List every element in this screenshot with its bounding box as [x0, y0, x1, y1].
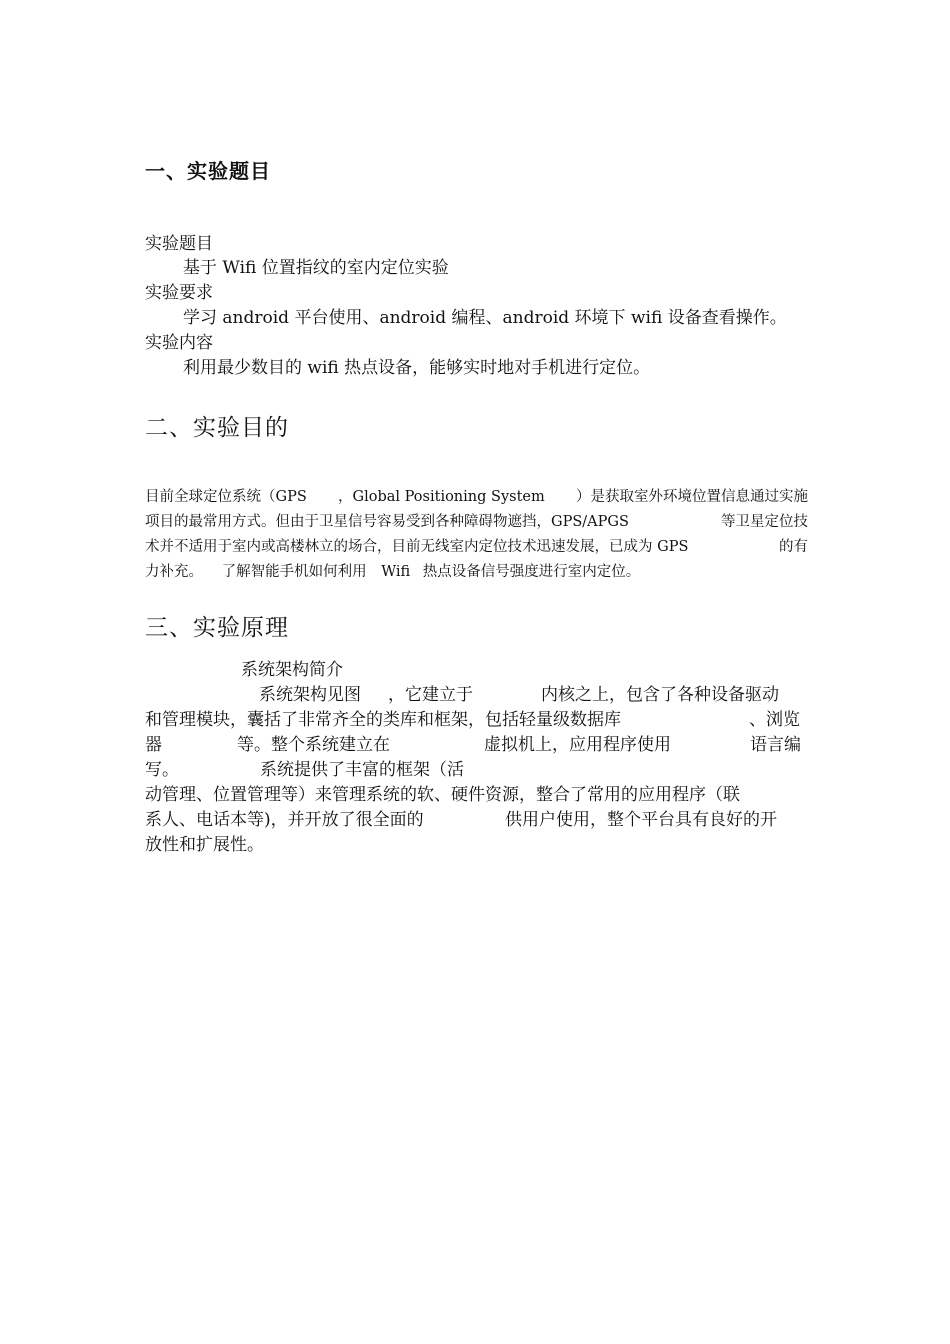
purpose-text: 项目的最常用方式。但由于卫星信号容易受到各种障碍物遮挡，GPS/APGS [145, 514, 629, 530]
purpose-line-4 [145, 560, 640, 581]
principle-text: ，它建立于 [388, 685, 473, 705]
principle-text: 内核之上，包含了各种设备驱动 [541, 685, 779, 705]
purpose-line-2 [145, 510, 808, 531]
section2-heading: 二、实验目的 [145, 415, 289, 441]
requirement-label: 实验要求 [145, 283, 213, 303]
principle-text: 等。整个系统建立在 [237, 735, 390, 755]
principle-text: 放性和扩展性。 [145, 835, 264, 855]
purpose-text: 了解智能手机如何利用 [221, 564, 367, 580]
purpose-text: 的有 [779, 539, 808, 555]
purpose-text: 等卫星定位技 [721, 514, 808, 530]
topic-label: 实验题目 [145, 234, 213, 254]
purpose-text: ）是获取室外环境位置信息通过实施 [575, 489, 808, 505]
purpose-text: 术并不适用于室内或高楼林立的场合，目前无线室内定位技术迅速发展，已成为 GPS [145, 539, 689, 555]
principle-text: 器 [145, 735, 162, 755]
principle-text: 语言编 [750, 735, 801, 755]
principle-text: 供用户使用，整个平台具有良好的开 [505, 810, 777, 830]
principle-text: 动管理、位置管理等）来管理系统的软、硬件资源，整合了常用的应用程序（联 [145, 785, 740, 805]
purpose-text: ，Global Positioning System [338, 489, 545, 505]
principle-text: 系统提供了丰富的框架（活 [260, 760, 464, 780]
principle-text: 写。 [145, 760, 179, 780]
purpose-text: 热点设备信号强度进行室内定位。 [422, 564, 641, 580]
requirement-value: 学习 android 平台使用、android 编程、android 环境下 wifi 设备查看操作。 [183, 308, 787, 328]
purpose-text: 目前全球定位系统（GPS [145, 489, 307, 505]
principle-line-5 [145, 780, 808, 805]
section3-heading: 三、实验原理 [145, 615, 289, 641]
purpose-line-1 [145, 485, 808, 506]
principle-text: 系统架构见图 [259, 685, 361, 705]
topic-value: 基于 Wifi 位置指纹的室内定位实验 [183, 258, 449, 278]
principle-text: 和管理模块，囊括了非常齐全的类库和框架，包括轻量级数据库 [145, 710, 621, 730]
principle-text: 、浏览 [749, 710, 800, 730]
purpose-text: 力补充。 [145, 564, 203, 580]
section1-heading: 一、实验题目 [145, 159, 271, 183]
principle-text: 系人、电话本等)，并开放了很全面的 [145, 810, 424, 830]
purpose-line-3 [145, 535, 808, 556]
content-value: 利用最少数目的 wifi 热点设备，能够实时地对手机进行定位。 [183, 358, 651, 378]
principle-text: 虚拟机上，应用程序使用 [484, 735, 671, 755]
purpose-text: Wifi [381, 564, 411, 580]
content-label: 实验内容 [145, 333, 213, 353]
architecture-subheading: 系统架构简介 [241, 660, 343, 680]
